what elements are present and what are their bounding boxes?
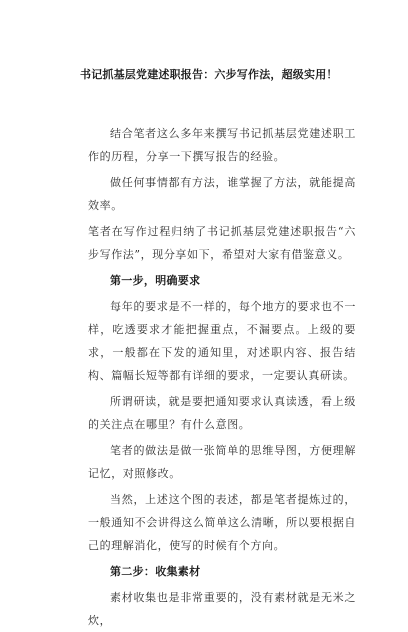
paragraph-requirements: 每年的要求是不一样的，每个地方的要求也不一样，吃透要求才能把握重点，不漏要点。上级的要求，一般都在下发的通知里，对述职内容、报告结构、篇幅长短等都有详细的要求，一定要认真研读。 [88,300,356,382]
paragraph-method: 做任何事情都有方法，谁掌握了方法，就能提高效率。 [88,176,356,212]
section-heading-step-one: 第一步，明确要求 [110,274,201,287]
document-title: 书记抓基层党建述职报告：六步写作法，超级实用！ [80,68,338,81]
paragraph-understanding: 当然，上述这个图的表述，都是笔者提炼过的，一般通知不会讲得这么简单这么清晰，所以要根据自己的理解消化，使写的时候有个方向。 [88,493,356,552]
paragraph-intro: 结合笔者这么多年来撰写书记抓基层党建述职工作的历程，分享一下撰写报告的经验。 [88,127,356,163]
paragraph-mind-map: 笔者的做法是做一张简单的思维导图，方便理解记忆，对照修改。 [88,444,356,480]
paragraph-materials: 素材收集也是非常重要的，没有素材就是无米之炊， [88,591,356,627]
paragraph-six-steps: 笔者在写作过程归纳了书记抓基层党建述职报告“六步写作法”，现分享如下，希望对大家有借鉴意义。 [88,225,356,261]
section-heading-step-two: 第二步：收集素材 [110,565,201,578]
paragraph-study: 所谓研读，就是要把通知要求认真读透，看上级的关注点在哪里？有什么意图。 [88,395,356,431]
